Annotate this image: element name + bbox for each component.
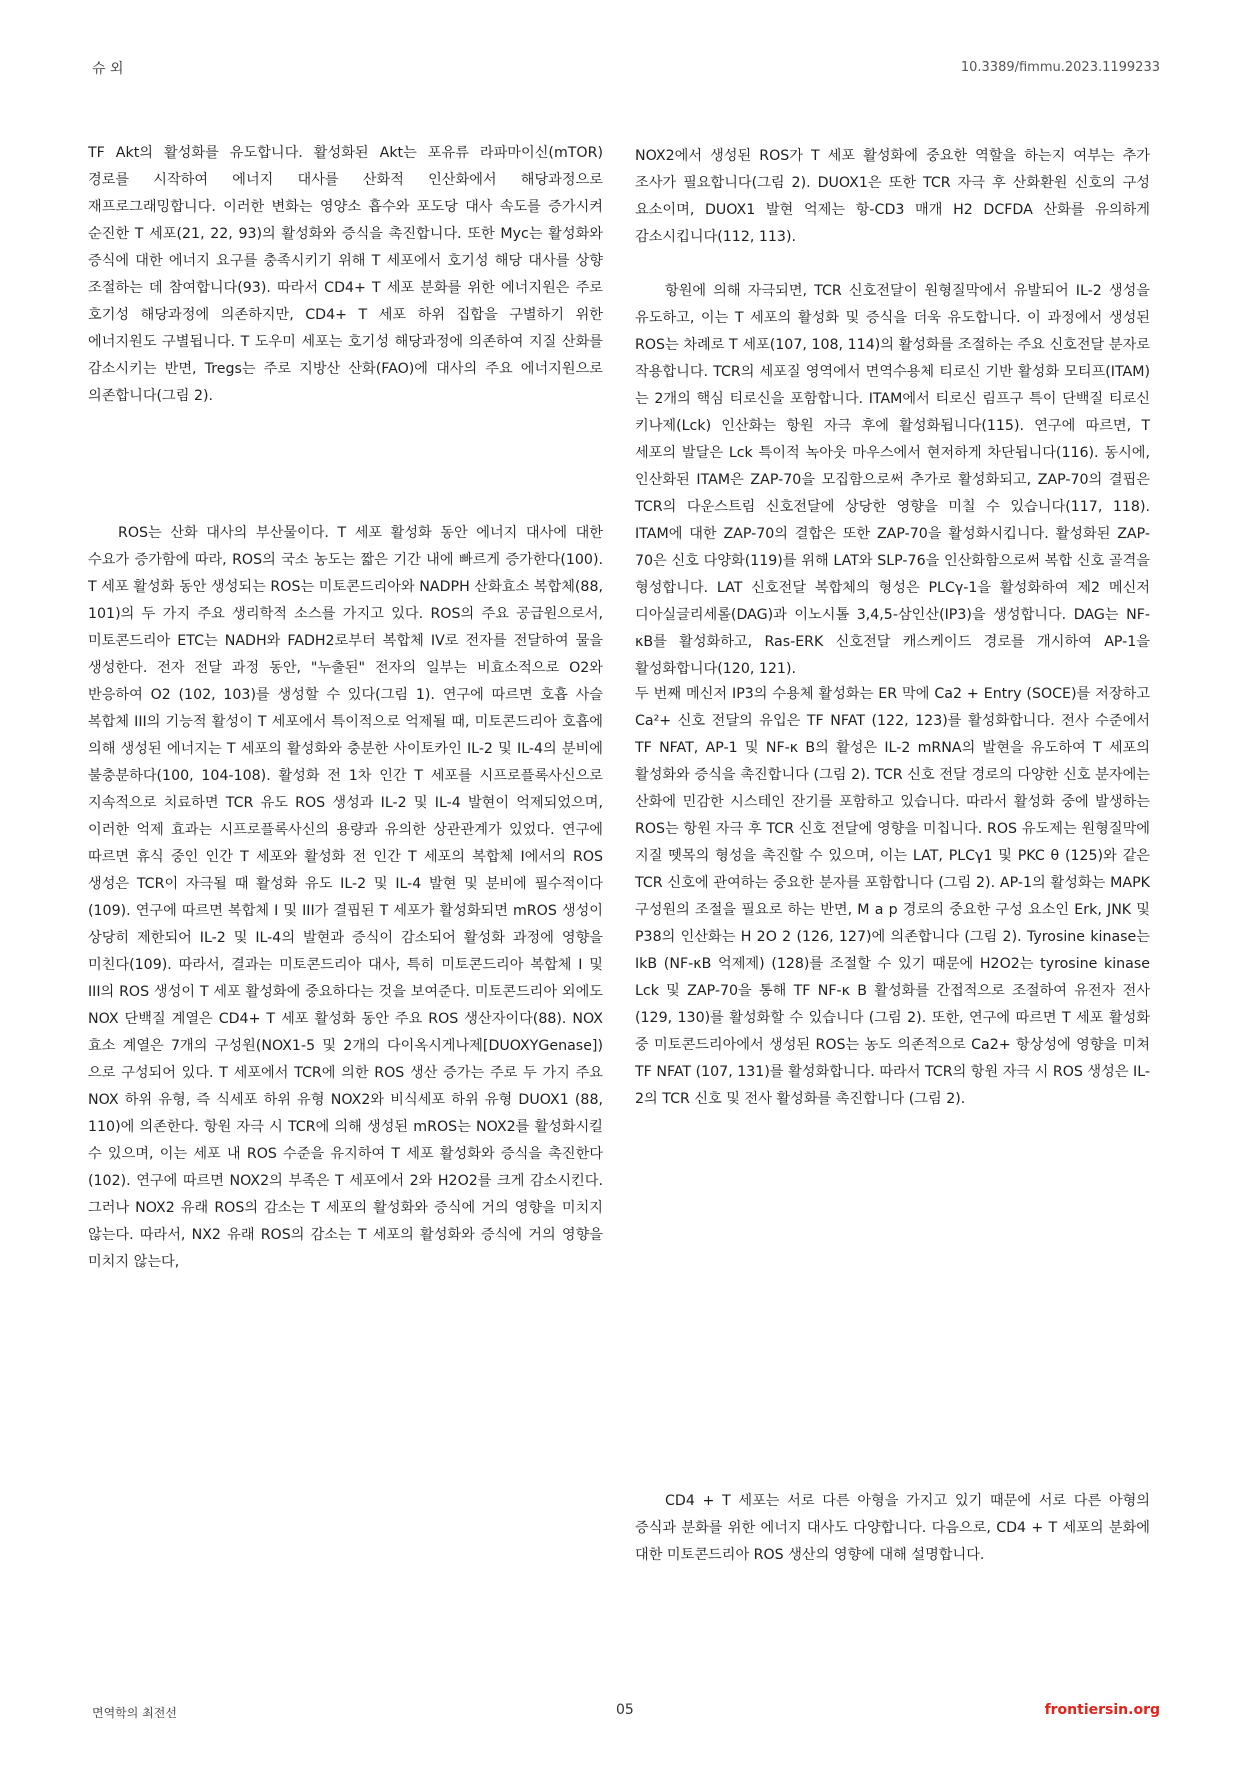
left-paragraph-2: ROS는 산화 대사의 부산물이다. T 세포 활성화 동안 에너지 대사에 대한 수요가 증가함에 따라, ROS의 국소 농도는 짧은 기간 내에 빠르게 증가한다(100). T 세포 활성화 동안 생성되는 ROS는 미토콘드리아와 NADPH 산화효소 복합체(88, 101)의 두 가지 주요 생리학적 소스를 가지고 있다. ROS의 주요 공급원으로서, 미토콘드리아 ETC는 NADH와 FADH2로부터 복합체 IV로 전자를 전달하여 물을 생성한다. 전자 전달 과정 동안, "누출된" 전자의 일부는 비효소적으로 O2와 반응하여 O2 (102, 103)를 생성할 수 있다(그림 1). 연구에 따르면 호흡 사슬 복합체 III의 기능적 활성이 T 세포에서 특이적으로 억제될 때, 미토콘드리아 호흡에 의해 생성된 에너지는 T 세포의 활성화와 충분한 사이토카인 IL-2 및 IL-4의 분비에 불충분하다(100, 104-108). 활성화 전 1차 인간 T 세포를 시프로플록사신으로 지속적으로 치료하면 TCR 유도 ROS 생성과 IL-2 및 IL-4 발현이 억제되었으며, 이러한 억제 효과는 시프로플록사신의 용량과 유의한 상관관계가 있었다. 연구에 따르면 휴식 중인 인간 T 세포와 활성화 전 인간 T 세포의 복합체 I에서의 ROS 생성은 TCR이 자극될 때 활성화 유도 IL-2 및 IL-4 발현 및 분비에 필수적이다(109). 연구에 따르면 복합체 I 및 III가 결핍된 T 세포가 활성화되면 mROS 생성이 상당히 제한되어 IL-2 및 IL-4의 발현과 증식이 감소되어 활성화 과정에 영향을 미친다(109). 따라서, 결과는 미토콘드리아 대사, 특히 미토콘드리아 복합체 I 및 III의 ROS 생성이 T 세포 활성화에 중요하다는 것을 보여준다. 미토콘드리아 외에도 NOX 단백질 계열은 CD4+ T 세포 활성화 동안 주요 ROS 생산자이다(88). NOX 효소 계열은 7개의 구성원(NOX1-5 및 2개의 다이옥시게나제[DUOXYGenase])으로 구성되어 있다. T 세포에서 TCR에 의한 ROS 생산 증가는 주로 두 가지 주요 NOX 하위 유형, 즉 식세포 하위 유형 NOX2와 비식세포 하위 유형 DUOX1 (88, 110)에 의존한다. 항원 자극 시 TCR에 의해 생성된 mROS는 NOX2를 활성화시킬 수 있으며, 이는 세포 내 ROS 수준을 유지하여 T 세포 활성화와 증식을 촉진한다(102). 연구에 따르면 NOX2의 부족은 T 세포에서 2와 H2O2를 크게 감소시킨다. 그러나 NOX2 유래 ROS의 감소는 T 세포의 활성화와 증식에 거의 영향을 미치지 않는다. 따라서, NX2 유래 ROS의 감소는 T 세포의 활성화와 증식에 거의 영향을 미치지 않는다, bbox=[88, 525, 603, 1270]
right-paragraph-4: CD4 + T 세포는 서로 다른 아형을 가지고 있기 때문에 서로 다른 아형의 증식과 분화를 위한 에너지 대사도 다양합니다. 다음으로, CD4 + T 세포의 분화에 대한 미토콘드리아 ROS 생산의 영향에 대해 설명합니다. bbox=[635, 1493, 1150, 1563]
footer-journal-name: 면역학의 최전선 bbox=[92, 1706, 177, 1720]
footer-website-link[interactable]: frontiersin.org bbox=[1044, 1702, 1160, 1718]
footer-page-number: 05 bbox=[616, 1702, 634, 1718]
running-header-doi: 10.3389/fimmu.2023.1199233 bbox=[960, 60, 1160, 75]
right-paragraph-3: 두 번째 메신저 IP3의 수용체 활성화는 ER 막에 Ca2 + Entry (SOCE)를 저장하고 Ca²+ 신호 전달의 유입은 TF NFAT (122, 123)를 활성화합니다. 전사 수준에서 TF NFAT, AP-1 및 NF-κ B의 활성은 IL-2 mRNA의 발현을 유도하여 T 세포의 활성화와 증식을 촉진합니다 (그림 2). TCR 신호 전달 경로의 다양한 신호 분자에는 산화에 민감한 시스테인 잔기를 포함하고 있습니다. 따라서 활성화 중에 발생하는 ROS는 항원 자극 후 TCR 신호 전달에 영향을 미칩니다. ROS 유도제는 원형질막에 지질 뗏목의 형성을 촉진할 수 있으며, 이는 LAT, PLCγ1 및 PKC θ (125)와 같은 TCR 신호에 관여하는 중요한 분자를 포함합니다 (그림 2). AP-1의 활성화는 MAPK 구성원의 조절을 필요로 하는 반면, M a p 경로의 중요한 구성 요소인 Erk, JNK 및 P38의 인산화는 H 2O 2 (126, 127)에 의존합니다 (그림 2). Tyrosine kinase는 IkB (NF-κB 억제제) (128)를 조절할 수 있기 때문에 H2O2는 tyrosine kinase Lck 및 ZAP-70을 통해 TF NF-κ B 활성화를 간접적으로 조절하여 유전자 전사 (129, 130)를 활성화할 수 있습니다 (그림 2). 또한, 연구에 따르면 T 세포 활성화 중 미토콘드리아에서 생성된 ROS는 농도 의존적으로 Ca2+ 항상성에 영향을 미쳐 TF NFAT (107, 131)를 활성화합니다. 따라서 TCR의 항원 자극 시 ROS 생성은 IL-2의 TCR 신호 및 전사 활성화를 촉진합니다 (그림 2). bbox=[635, 686, 1150, 1107]
right-paragraph-1: NOX2에서 생성된 ROS가 T 세포 활성화에 중요한 역할을 하는지 여부는 추가 조사가 필요합니다(그림 2). DUOX1은 또한 TCR 자극 후 산화환원 신호의 구성 요소이며, DUOX1 발현 억제는 항-CD3 매개 H2 DCFDA 산화를 유의하게 감소시킵니다(112, 113). bbox=[635, 148, 1150, 245]
right-paragraph-2: 항원에 의해 자극되면, TCR 신호전달이 원형질막에서 유발되어 IL-2 생성을 유도하고, 이는 T 세포의 활성화 및 증식을 더욱 유도합니다. 이 과정에서 생성된 ROS는 차례로 T 세포(107, 108, 114)의 활성화를 조절하는 주요 신호전달 분자로 작용합니다. TCR의 세포질 영역에서 면역수용체 티로신 기반 활성화 모티프(ITAM)는 2개의 핵심 티로신을 포함합니다. ITAM에서 티로신 림프구 특이 단백질 티로신 키나제(Lck) 인산화는 항원 자극 후에 활성화됩니다(115). 연구에 따르면, T 세포의 발달은 Lck 특이적 녹아웃 마우스에서 현저하게 차단됩니다(116). 동시에, 인산화된 ITAM은 ZAP-70을 모집함으로써 추가로 활성화되고, ZAP-70의 결핍은 TCR의 다운스트림 신호전달에 상당한 영향을 미칠 수 있습니다(117, 118). ITAM에 대한 ZAP-70의 결합은 또한 ZAP-70을 활성화시킵니다. 활성화된 ZAP-70은 신호 다양화(119)를 위해 LAT와 SLP-76을 인산화함으로써 복합 신호 골격을 형성합니다. LAT 신호전달 복합체의 형성은 PLCγ-1을 활성화하여 제2 메신저 디아실글리세롤(DAG)과 이노시톨 3,4,5-삼인산(IP3)을 생성합니다. DAG는 NF-κB를 활성화하고, Ras-ERK 신호전달 캐스케이드 경로를 개시하여 AP-1을 활성화합니다(120, 121). bbox=[635, 283, 1150, 677]
left-paragraph-1: TF Akt의 활성화를 유도합니다. 활성화된 Akt는 포유류 라파마이신(mTOR) 경로를 시작하여 에너지 대사를 산화적 인산화에서 해당과정으로 재프로그래밍합니다. 이러한 변화는 영양소 흡수와 포도당 대사 속도를 증가시켜 순진한 T 세포(21, 22, 93)의 활성화와 증식을 촉진합니다. 또한 Myc는 활성화와 증식에 대한 에너지 요구를 충족시키기 위해 T 세포에서 호기성 해당 대사를 상향 조절하는 데 참여합니다(93). 따라서 CD4+ T 세포 분화를 위한 에너지원은 주로 호기성 해당과정에 의존하지만, CD4+ T 세포 하위 집합을 구별하기 위한 에너지원도 구별됩니다. T 도우미 세포는 호기성 해당과정에 의존하여 지질 산화를 감소시키는 반면, Tregs는 주로 지방산 산화(FAO)에 대사의 주요 에너지원으로 의존합니다(그림 2). bbox=[88, 145, 603, 404]
running-header-authors: 슈 외 bbox=[92, 61, 124, 77]
